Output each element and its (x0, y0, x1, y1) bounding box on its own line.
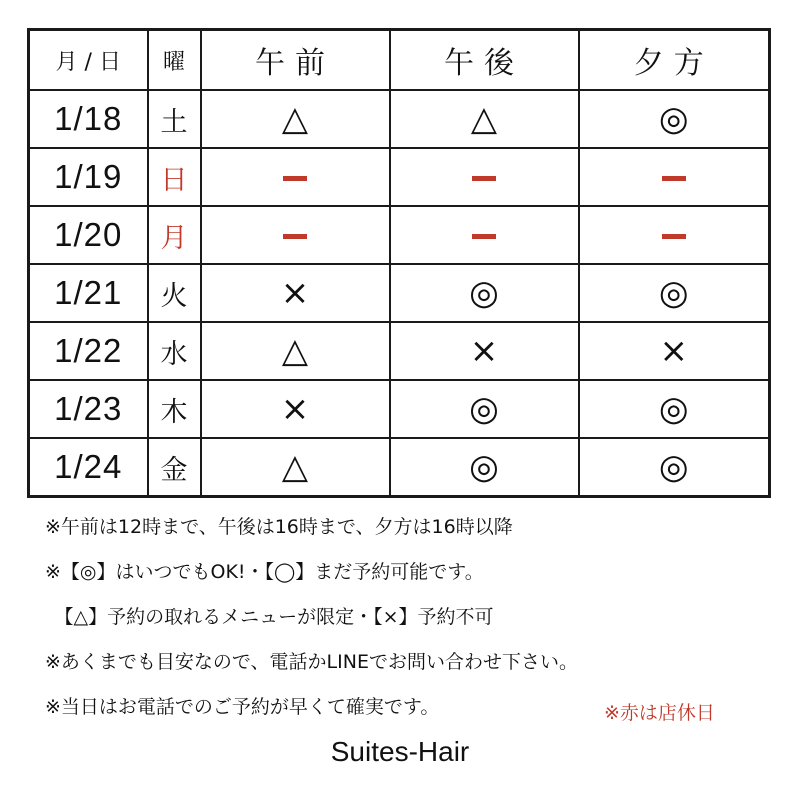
slot-afternoon-cell (390, 264, 579, 322)
weekday-cell: 木 (148, 380, 201, 438)
cross-icon: × (280, 273, 310, 313)
date-cell: 1/23 (29, 380, 148, 438)
table-row (29, 264, 770, 322)
slot-morning-cell (201, 264, 390, 322)
double-circle-icon: ◎ (469, 389, 499, 429)
note-same-day: ※当日はお電話でのご予約が早くて確実です。 (45, 696, 440, 718)
triangle-icon: △ (281, 447, 309, 487)
triangle-icon: △ (281, 331, 309, 371)
double-circle-icon: ◎ (658, 447, 689, 487)
header-morning: 午前 (201, 30, 390, 91)
note-contact: ※あくまでも目安なので、電話かLINEでお問い合わせ下さい。 (45, 651, 578, 673)
slot-evening-cell (579, 264, 770, 322)
slot-afternoon-cell (390, 322, 579, 380)
slot-morning-cell (201, 322, 390, 380)
weekday-cell: 日 (148, 148, 201, 206)
note-hours: ※午前は12時まで、午後は16時まで、夕方は16時以降 (45, 516, 513, 538)
slot-evening-cell (579, 438, 770, 497)
slot-afternoon-cell (390, 438, 579, 497)
table-row (29, 380, 770, 438)
weekday-cell: 土 (148, 90, 201, 148)
header-evening: 夕方 (579, 30, 770, 91)
triangle-icon: △ (470, 99, 498, 139)
slot-afternoon-cell (390, 206, 579, 264)
cross-icon: × (659, 331, 688, 371)
header-afternoon: 午後 (390, 30, 579, 91)
double-circle-icon: ◎ (658, 389, 689, 429)
date-cell: 1/18 (29, 90, 148, 148)
header-row (29, 30, 770, 91)
slot-morning-cell (201, 206, 390, 264)
cross-icon: × (469, 331, 499, 371)
triangle-icon: △ (281, 99, 309, 139)
slot-evening-cell (579, 90, 770, 148)
date-cell: 1/21 (29, 264, 148, 322)
double-circle-icon: ◎ (658, 99, 689, 139)
slot-afternoon-cell (390, 148, 579, 206)
date-cell: 1/19 (29, 148, 148, 206)
brand-name: Suites-Hair (330, 736, 470, 767)
closed-dash-icon (472, 234, 496, 239)
date-cell: 1/20 (29, 206, 148, 264)
closed-dash-icon (472, 176, 496, 181)
slot-morning-cell (201, 90, 390, 148)
slot-morning-cell (201, 148, 390, 206)
table-row (29, 438, 770, 497)
slot-afternoon-cell (390, 90, 579, 148)
slot-evening-cell (579, 148, 770, 206)
date-cell: 1/22 (29, 322, 148, 380)
closed-dash-icon (662, 234, 686, 239)
double-circle-icon: ◎ (469, 447, 499, 487)
table-row (29, 206, 770, 264)
note-legend-1: ※【◎】はいつでもOK!・【◯】まだ予約可能です。 (45, 561, 484, 583)
closed-dash-icon (283, 176, 307, 181)
cross-icon: × (280, 389, 310, 429)
closed-dash-icon (283, 234, 307, 239)
slot-evening-cell (579, 322, 770, 380)
weekday-cell: 火 (148, 264, 201, 322)
weekday-cell: 月 (148, 206, 201, 264)
weekday-cell: 水 (148, 322, 201, 380)
double-circle-icon: ◎ (658, 273, 689, 313)
closed-day-note: ※赤は店休日 (604, 702, 715, 724)
slot-evening-cell (579, 380, 770, 438)
table-row (29, 90, 770, 148)
note-legend-2: 【△】予約の取れるメニューが限定・【×】予約不可 (45, 606, 494, 628)
slot-evening-cell (579, 206, 770, 264)
closed-dash-icon (662, 176, 686, 181)
reservation-table (27, 28, 771, 498)
weekday-cell: 金 (148, 438, 201, 497)
table-row (29, 148, 770, 206)
slot-morning-cell (201, 380, 390, 438)
slot-afternoon-cell (390, 380, 579, 438)
header-weekday: 曜 (148, 30, 201, 91)
date-cell: 1/24 (29, 438, 148, 497)
table-row (29, 322, 770, 380)
slot-morning-cell (201, 438, 390, 497)
header-date: 月 / 日 (29, 30, 148, 91)
double-circle-icon: ◎ (469, 273, 499, 313)
